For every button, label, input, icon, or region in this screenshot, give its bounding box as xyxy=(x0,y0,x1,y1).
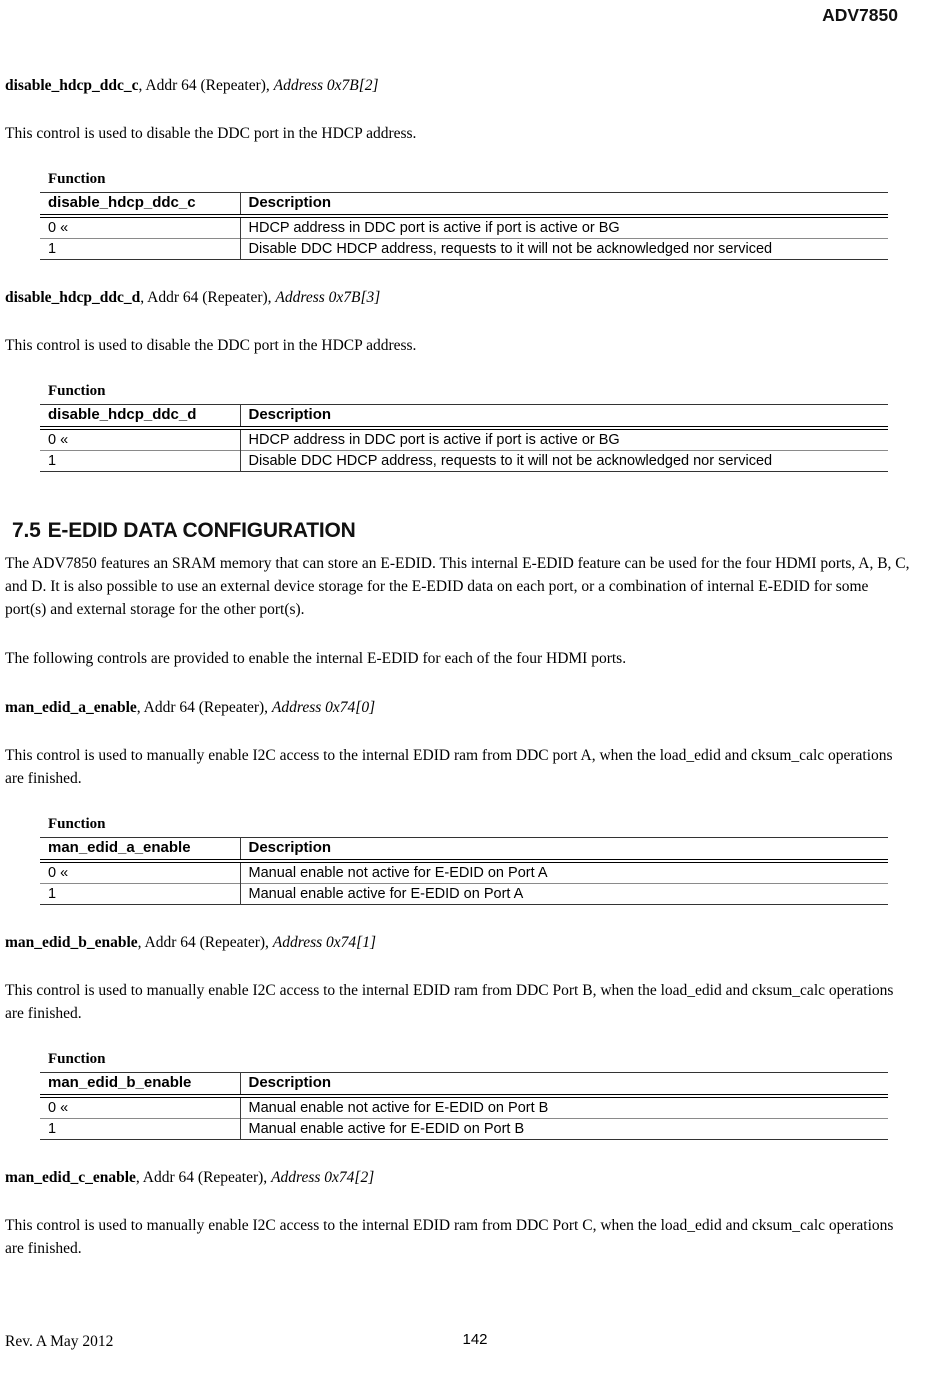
function-table-label: Function xyxy=(48,383,106,399)
register-name: disable_hdcp_ddc_d xyxy=(5,289,141,306)
function-table xyxy=(40,1072,888,1140)
register-addr-text: , Addr 64 (Repeater), xyxy=(135,1169,272,1186)
register-name: man_edid_c_enable xyxy=(5,1169,136,1186)
table-row xyxy=(40,1119,888,1140)
register-address-italic: Address 0x74[2] xyxy=(271,1169,375,1186)
body-paragraph: This control is used to manually enable I2C access to the internal EDID ram from DDC Port C, when the load_edid and cksum_calc operations are finished. xyxy=(5,1217,894,1257)
body-paragraph: This control is used to disable the DDC port in the HDCP address. xyxy=(5,337,417,354)
table-cell-value: 0 « xyxy=(40,428,240,451)
function-table-block xyxy=(40,816,888,905)
function-table xyxy=(40,404,888,472)
function-table xyxy=(40,837,888,905)
table-row xyxy=(40,861,888,884)
table-cell-description: HDCP address in DDC port is active if port is active or BG xyxy=(248,431,620,448)
register-address-italic: Address 0x7B[3] xyxy=(275,289,381,306)
table-cell-value: 1 xyxy=(40,1119,240,1140)
body-paragraph: This control is used to disable the DDC port in the HDCP address. xyxy=(5,125,417,142)
body-paragraph: This control is used to manually enable I2C access to the internal EDID ram from DDC Port B, when the load_edid and cksum_calc operations are finished. xyxy=(5,982,894,1022)
register-name: man_edid_a_enable xyxy=(5,699,137,716)
register-name: disable_hdcp_ddc_c xyxy=(5,77,139,94)
table-row xyxy=(40,428,888,451)
register-addr-text: , Addr 64 (Repeater), xyxy=(136,699,272,716)
table-header-row xyxy=(40,838,888,862)
table-cell-value: 0 « xyxy=(40,1096,240,1119)
register-addr-text: , Addr 64 (Repeater), xyxy=(140,289,276,306)
table-cell-description: HDCP address in DDC port is active if port is active or BG xyxy=(248,219,620,236)
table-cell-value: 0 « xyxy=(40,216,240,239)
register-addr-text: , Addr 64 (Repeater), xyxy=(138,77,274,94)
table-cell-value: 1 xyxy=(40,451,240,472)
table-row xyxy=(40,884,888,905)
body-paragraph: This control is used to manually enable I2C access to the internal EDID ram from DDC port A, when the load_edid and cksum_calc operations are finished. xyxy=(5,747,893,787)
table-header-cell: man_edid_b_enable xyxy=(40,1073,240,1097)
table-header-row xyxy=(40,1073,888,1097)
body-paragraph: The ADV7850 features an SRAM memory that can store an E-EDID. This internal E-EDID feature can be used for the four HDMI ports, A, B, C, and D. It is also possible to use an external device storage for the E-EDID data on each port, or a combination of internal E-EDID for some port(s) and external storage for the other port(s). xyxy=(5,555,910,618)
table-header-cell: Description xyxy=(240,1073,888,1097)
table-header-row xyxy=(40,405,888,429)
table-row xyxy=(40,451,888,472)
function-table-block xyxy=(40,1051,888,1140)
table-row xyxy=(40,216,888,239)
register-addr-text: , Addr 64 (Repeater), xyxy=(137,934,273,951)
section-number: 7.5 xyxy=(12,519,41,542)
register-address-italic: Address 0x74[1] xyxy=(272,934,376,951)
table-cell-description: Manual enable not active for E-EDID on Port A xyxy=(248,864,548,881)
register-address-italic: Address 0x74[0] xyxy=(271,699,376,716)
table-cell-description: Manual enable active for E-EDID on Port A xyxy=(240,884,888,905)
table-cell-description: Manual enable active for E-EDID on Port B xyxy=(240,1119,888,1140)
table-cell-value: 1 xyxy=(40,239,240,260)
footer-page-number: 142 xyxy=(462,1331,488,1348)
table-header-cell: Description xyxy=(240,193,888,217)
page-content xyxy=(5,0,913,1260)
table-cell-description: Disable DDC HDCP address, requests to it will not be acknowledged nor serviced xyxy=(240,239,888,260)
register-heading xyxy=(5,932,913,953)
function-table-label: Function xyxy=(48,171,106,187)
function-table-block xyxy=(40,383,888,472)
function-table-label: Function xyxy=(48,1051,106,1067)
table-header-cell: disable_hdcp_ddc_d xyxy=(40,405,240,429)
function-table-block xyxy=(40,171,888,260)
table-header-row xyxy=(40,193,888,217)
table-header-cell: man_edid_a_enable xyxy=(40,838,240,862)
section-title: E-EDID DATA CONFIGURATION xyxy=(47,519,356,542)
table-row xyxy=(40,239,888,260)
function-table xyxy=(40,192,888,260)
function-table-label: Function xyxy=(48,816,106,832)
register-heading xyxy=(5,287,913,308)
table-cell-description: Manual enable not active for E-EDID on Port B xyxy=(248,1099,549,1116)
table-cell-value: 0 « xyxy=(40,861,240,884)
register-heading xyxy=(5,697,913,718)
body-paragraph: The following controls are provided to enable the internal E-EDID for each of the four HDMI ports. xyxy=(5,650,627,667)
table-cell-description: Disable DDC HDCP address, requests to it will not be acknowledged nor serviced xyxy=(240,451,888,472)
table-header-cell: Description xyxy=(240,838,888,862)
register-name: man_edid_b_enable xyxy=(5,934,138,951)
section-heading xyxy=(12,519,913,543)
register-heading xyxy=(5,1167,913,1188)
table-header-cell: Description xyxy=(240,405,888,429)
footer-revision: Rev. A May 2012 xyxy=(5,1333,114,1350)
table-row xyxy=(40,1096,888,1119)
document-title: ADV7850 xyxy=(822,5,898,25)
register-address-italic: Address 0x7B[2] xyxy=(273,77,379,94)
register-heading xyxy=(5,75,913,96)
table-cell-value: 1 xyxy=(40,884,240,905)
table-header-cell: disable_hdcp_ddc_c xyxy=(40,193,240,217)
